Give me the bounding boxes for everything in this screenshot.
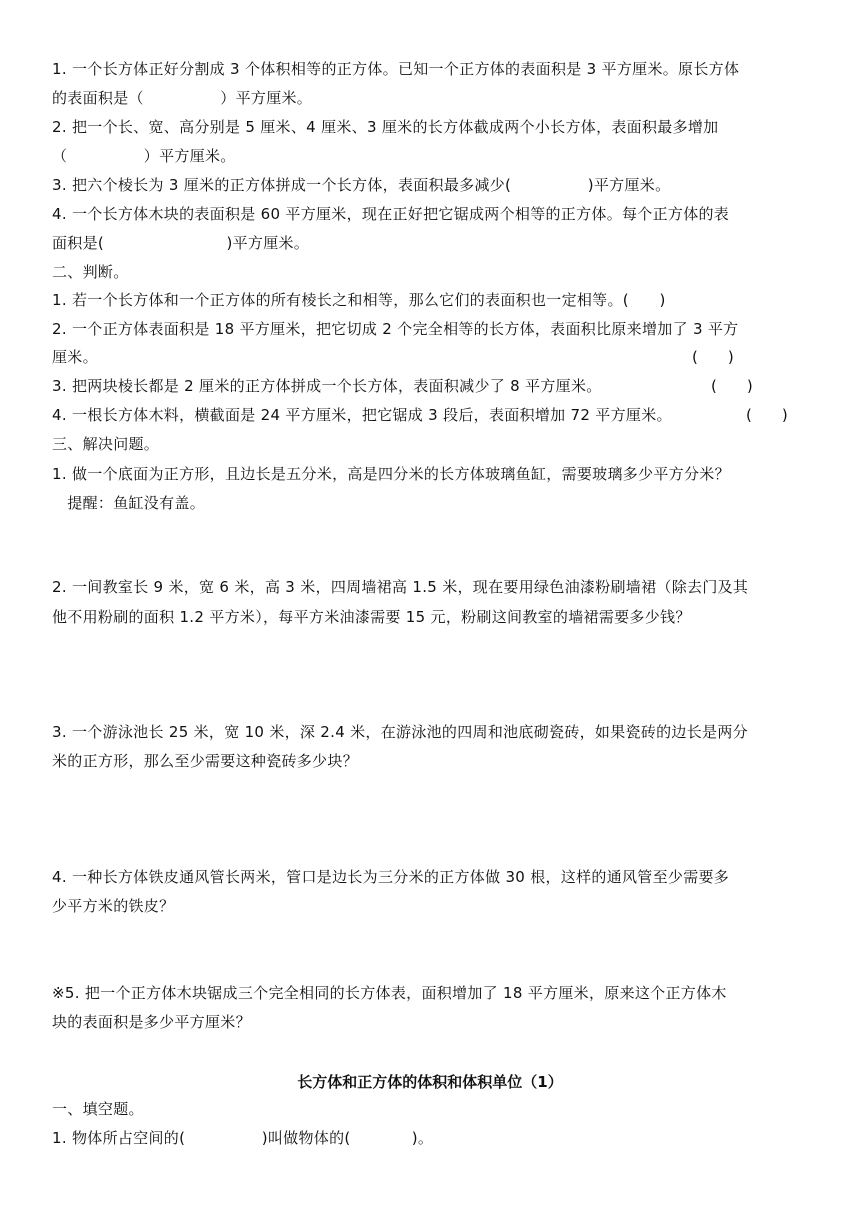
judge-item-3-answer-mark: ( ) bbox=[711, 377, 753, 395]
fill-item-1-line-1: 1. 一个长方体正好分割成 3 个体积相等的正方体。已知一个正方体的表面积是 3 平方厘米。原长方体 bbox=[52, 60, 740, 78]
fill-item-1-line-2: 的表面积是（ ）平方厘米。 bbox=[52, 89, 313, 107]
solve-section-title: 三、解决问题。 bbox=[52, 435, 160, 453]
judge-item-1: 1. 若一个长方体和一个正方体的所有棱长之和相等，那么它们的表面积也一定相等。( ) bbox=[52, 291, 666, 309]
solve-item-1-line-1: 1. 做一个底面为正方形，且边长是五分米，高是四分米的长方体玻璃鱼缸，需要玻璃多少平方分米？ bbox=[52, 465, 730, 483]
solve-item-2-line-1: 2. 一间教室长 9 米，宽 6 米，高 3 米，四周墙裙高 1.5 米，现在要用绿色油漆粉刷墙裙（除去门及其 bbox=[52, 578, 749, 596]
solve-item-5-line-1: ※5. 把一个正方体木块锯成三个完全相同的长方体表，面积增加了 18 平方厘米，原来这个正方体木 bbox=[52, 984, 727, 1002]
judge-item-3: 3. 把两块棱长都是 2 厘米的正方体拼成一个长方体，表面积减少了 8 平方厘米。 bbox=[52, 377, 602, 395]
fill-item-4-line-2: 面积是( )平方厘米。 bbox=[52, 234, 310, 252]
next-fill-item-1: 1. 物体所占空间的( )叫做物体的( )。 bbox=[52, 1129, 434, 1147]
judge-item-2-line-1: 2. 一个正方体表面积是 18 平方厘米，把它切成 2 个完全相等的长方体，表面积比原来增加了 3 平方 bbox=[52, 320, 739, 338]
solve-item-2-line-2: 他不用粉刷的面积 1.2 平方米），每平方米油漆需要 15 元，粉刷这间教室的墙裙需要多少钱？ bbox=[52, 608, 691, 626]
judge-item-2-answer-mark: ( ) bbox=[692, 348, 734, 366]
fill-item-2-line-1: 2. 把一个长、宽、高分别是 5 厘米、4 厘米、3 厘米的长方体截成两个小长方体，表面积最多增加 bbox=[52, 118, 719, 136]
solve-item-3-line-2: 米的正方形，那么至少需要这种瓷砖多少块？ bbox=[52, 752, 359, 770]
unit-heading: 长方体和正方体的体积和体积单位（1） bbox=[297, 1073, 563, 1091]
judge-section-title: 二、判断。 bbox=[52, 263, 129, 281]
fill-item-3: 3. 把六个棱长为 3 厘米的正方体拼成一个长方体，表面积最多减少( )平方厘米。 bbox=[52, 176, 671, 194]
solve-item-3-line-1: 3. 一个游泳池长 25 米，宽 10 米，深 2.4 米，在游泳池的四周和池底砌瓷砖，如果瓷砖的边长是两分 bbox=[52, 723, 748, 741]
judge-item-4: 4. 一根长方体木料，横截面是 24 平方厘米，把它锯成 3 段后，表面积增加 72 平方厘米。 bbox=[52, 406, 672, 424]
fill-item-4-line-1: 4. 一个长方体木块的表面积是 60 平方厘米，现在正好把它锯成两个相等的正方体。每个正方体的表 bbox=[52, 205, 730, 223]
judge-item-4-answer-mark: ( ) bbox=[746, 406, 788, 424]
solve-item-4-line-1: 4. 一种长方体铁皮通风管长两米，管口是边长为三分米的正方体做 30 根，这样的通风管至少需要多 bbox=[52, 868, 730, 886]
solve-item-1-note: 提醒：鱼缸没有盖。 bbox=[52, 494, 206, 512]
next-section-title: 一、填空题。 bbox=[52, 1100, 144, 1118]
judge-item-2-line-2: 厘米。 bbox=[52, 348, 98, 366]
fill-item-2-line-2: （ ）平方厘米。 bbox=[52, 147, 236, 165]
solve-item-5-line-2: 块的表面积是多少平方厘米？ bbox=[52, 1013, 251, 1031]
solve-item-4-line-2: 少平方米的铁皮？ bbox=[52, 897, 175, 915]
